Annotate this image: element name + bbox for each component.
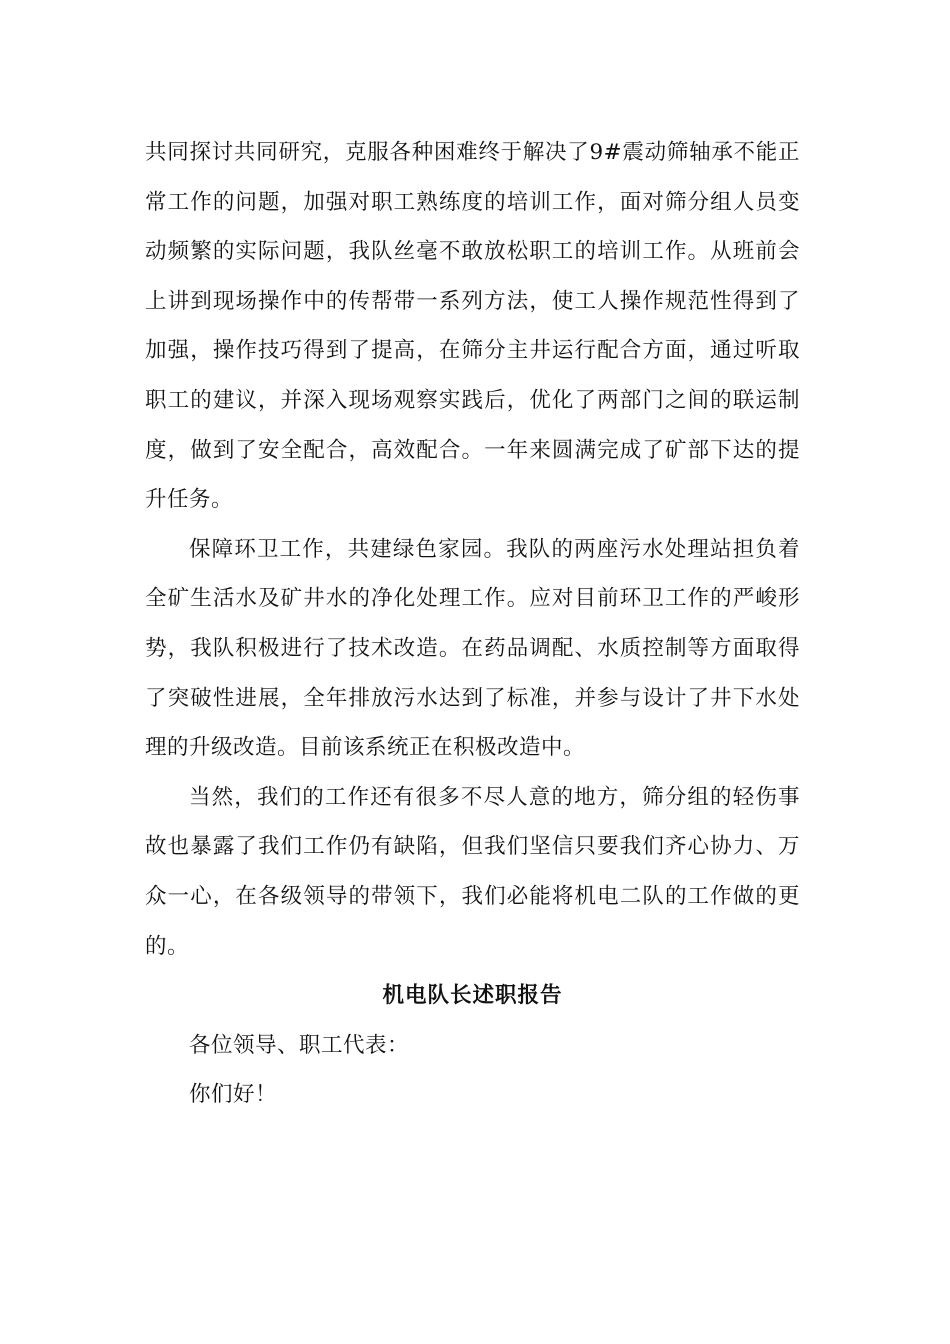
paragraph-sanitation: 保障环卫工作，共建绿色家园。我队的两座污水处理站担负着全矿生活水及矿井水的净化处理工作。应对目前环卫工作的严峻形势，我队积极进行了技术改造。在药品调配、水质控制等方面取得了突破性进展，全年排放污水达到了标准，并参与设计了井下水处理的升级改造。目前该系统正在积极改造中。 <box>145 536 800 761</box>
greeting: 你们好！ <box>189 1082 278 1108</box>
document-page <box>145 128 800 1120</box>
paragraph-conclusion: 当然，我们的工作还有很多不尽人意的地方，筛分组的轻伤事故也暴露了我们工作仍有缺陷，但我们坚信只要我们齐心协力、万众一心，在各级领导的带领下，我们必能将机电二队的工作做的更的。 <box>145 784 800 959</box>
salutation: 各位领导、职工代表： <box>189 1032 410 1058</box>
report-title: 机电队长述职报告 <box>382 983 563 1009</box>
paragraph-continuation: 共同探讨共同研究，克服各种困难终于解决了9#震动筛轴承不能正常工作的问题，加强对职工熟练度的培训工作，面对筛分组人员变动频繁的实际问题，我队丝毫不敢放松职工的培训工作。从班前会上讲到现场操作中的传帮带一系列方法，使工人操作规范性得到了加强，操作技巧得到了提高，在筛分主井运行配合方面，通过听取职工的建议，并深入现场观察实践后，优化了两部门之间的联运制度，做到了安全配合，高效配合。一年来圆满完成了矿部下达的提升任务。 <box>145 140 800 513</box>
